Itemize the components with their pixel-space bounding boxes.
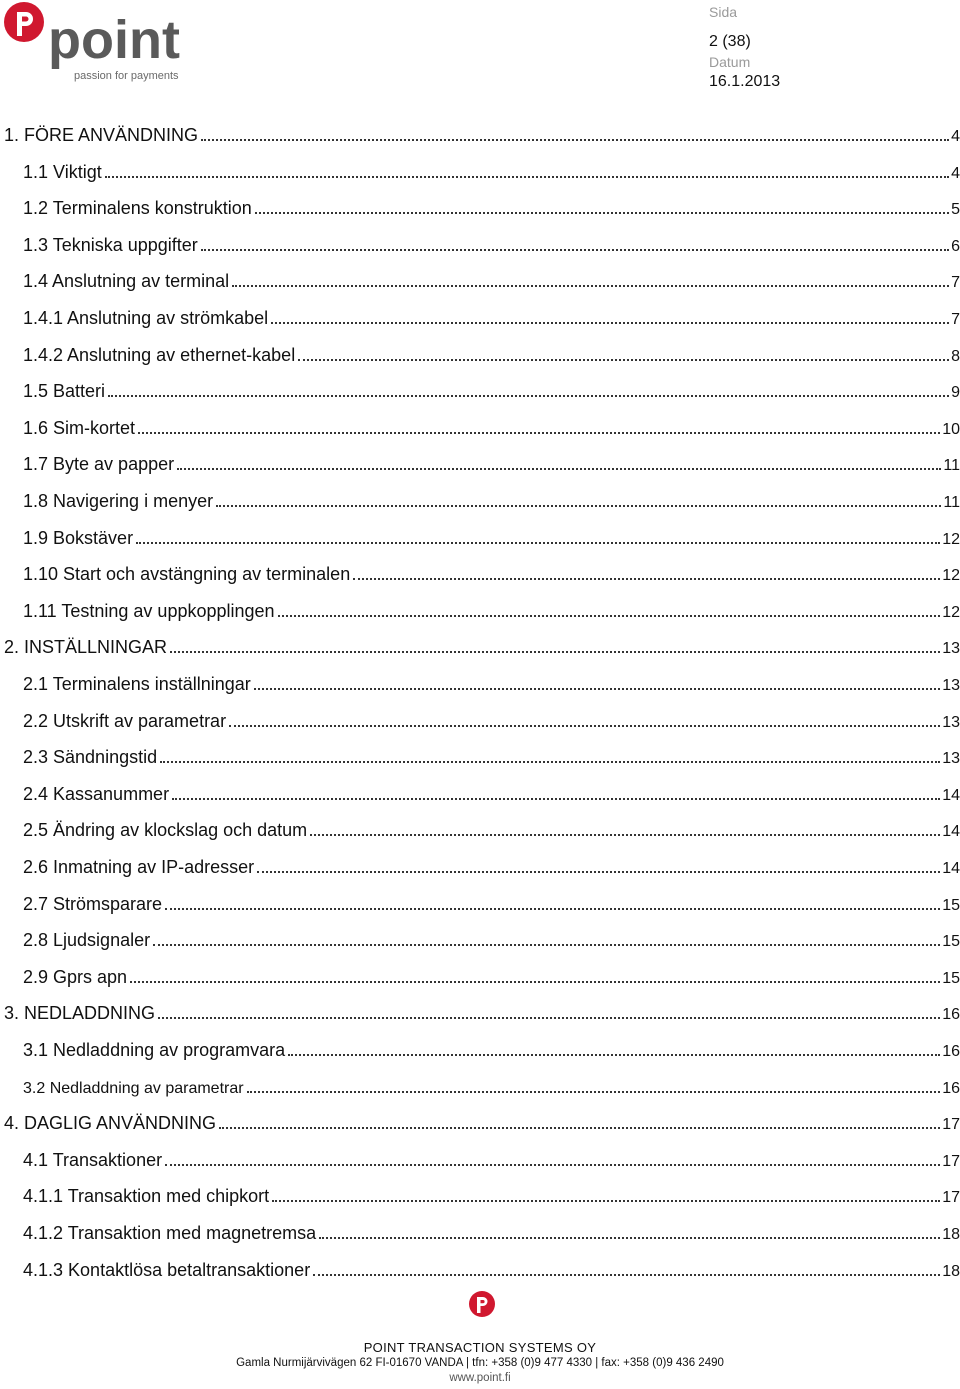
toc-leader-dots xyxy=(278,615,941,617)
toc-entry[interactable] xyxy=(0,122,960,146)
toc-entry[interactable] xyxy=(0,1257,960,1281)
toc-entry-page: 12 xyxy=(942,567,960,584)
toc-entry-title: 3.2 Nedladdning av parametrar xyxy=(23,1080,244,1097)
toc-entry[interactable] xyxy=(0,1147,960,1171)
toc-entry[interactable] xyxy=(0,744,960,768)
toc-entry-page: 11 xyxy=(943,457,960,474)
toc-entry[interactable] xyxy=(0,159,960,183)
page-value: 2 (38) xyxy=(709,33,751,50)
toc-entry-title: 2.8 Ljudsignaler xyxy=(23,930,151,950)
toc-entry[interactable] xyxy=(0,817,960,841)
toc-entry[interactable] xyxy=(0,964,960,988)
toc-entry-page: 15 xyxy=(942,897,960,914)
toc-entry-title: 3. NEDLADDNING xyxy=(4,1003,156,1023)
toc-entry-title: 4.1.3 Kontaktlösa betaltransaktioner xyxy=(23,1260,311,1280)
toc-entry-page: 18 xyxy=(942,1226,960,1243)
toc-leader-dots xyxy=(229,725,940,727)
toc-entry[interactable] xyxy=(0,561,960,585)
toc-entry-page: 13 xyxy=(942,714,960,731)
toc-leader-dots xyxy=(254,688,940,690)
toc-leader-dots xyxy=(353,578,940,580)
toc-leader-dots xyxy=(108,395,949,397)
footer-website[interactable]: www.point.fi xyxy=(449,1372,511,1384)
toc-leader-dots xyxy=(172,798,940,800)
toc-entry[interactable] xyxy=(0,781,960,805)
toc-leader-dots xyxy=(288,1054,940,1056)
toc-leader-dots xyxy=(201,139,949,141)
toc-entry[interactable] xyxy=(0,488,960,512)
toc-entry[interactable] xyxy=(0,378,960,402)
toc-leader-dots xyxy=(313,1274,940,1276)
toc-entry[interactable] xyxy=(0,1110,960,1134)
toc-leader-dots xyxy=(130,981,940,983)
toc-leader-dots xyxy=(232,285,949,287)
logo-word: point xyxy=(48,10,180,70)
toc-entry-title: 2.4 Kassanummer xyxy=(23,784,170,804)
toc-entry-page: 9 xyxy=(951,384,960,401)
toc-entry[interactable] xyxy=(0,1000,960,1024)
toc-entry[interactable] xyxy=(0,634,960,658)
toc-entry-title: 2. INSTÄLLNINGAR xyxy=(4,637,168,657)
toc-entry-title: 2.3 Sändningstid xyxy=(23,747,158,767)
toc-entry-page: 7 xyxy=(951,274,960,291)
toc-entry[interactable] xyxy=(0,415,960,439)
toc-entry-title: 4. DAGLIG ANVÄNDNING xyxy=(4,1113,217,1133)
logo-tagline: passion for payments xyxy=(74,70,179,82)
toc-entry-title: 2.9 Gprs apn xyxy=(23,967,128,987)
toc-entry-title: 2.5 Ändring av klockslag och datum xyxy=(23,820,308,840)
toc-entry-page: 12 xyxy=(942,531,960,548)
toc-entry-title: 2.1 Terminalens inställningar xyxy=(23,674,251,694)
toc-entry-title: 4.1.2 Transaktion med magnetremsa xyxy=(23,1223,317,1243)
toc-entry-page: 14 xyxy=(942,787,960,804)
toc-entry-title: 1.4.2 Anslutning av ethernet-kabel xyxy=(23,345,296,365)
toc-entry[interactable] xyxy=(0,305,960,329)
toc-leader-dots xyxy=(160,761,940,763)
toc-leader-dots xyxy=(310,834,940,836)
toc-entry-title: 1.4 Anslutning av terminal xyxy=(23,271,230,291)
toc-entry-page: 12 xyxy=(942,604,960,621)
toc-leader-dots xyxy=(298,359,949,361)
toc-entry[interactable] xyxy=(0,342,960,366)
toc-entry-title: 1.1 Viktigt xyxy=(23,162,102,182)
toc-entry-page: 18 xyxy=(942,1263,960,1280)
toc-entry[interactable] xyxy=(0,708,960,732)
toc-entry[interactable] xyxy=(0,1074,960,1098)
toc-entry-page: 7 xyxy=(951,311,960,328)
toc-leader-dots xyxy=(247,1091,941,1093)
toc-leader-dots xyxy=(153,944,940,946)
toc-entry-title: 1.5 Batteri xyxy=(23,381,106,401)
toc-entry[interactable] xyxy=(0,671,960,695)
toc-entry-title: 1. FÖRE ANVÄNDNING xyxy=(4,125,199,145)
toc-entry-page: 17 xyxy=(942,1153,960,1170)
date-label: Datum xyxy=(709,54,751,70)
toc-entry-title: 2.2 Utskrift av parametrar xyxy=(23,711,227,731)
toc-entry-page: 5 xyxy=(951,201,960,218)
footer-company: POINT TRANSACTION SYSTEMS OY xyxy=(363,1340,597,1355)
toc-entry[interactable] xyxy=(0,525,960,549)
header-meta xyxy=(709,2,780,92)
toc-entry-title: 1.4.1 Anslutning av strömkabel xyxy=(23,308,269,328)
toc-leader-dots xyxy=(170,651,940,653)
toc-leader-dots xyxy=(216,505,941,507)
toc-entry[interactable] xyxy=(0,598,960,622)
toc-leader-dots xyxy=(136,542,940,544)
toc-entry-page: 15 xyxy=(942,970,960,987)
toc-leader-dots xyxy=(201,249,949,251)
toc-entry-page: 16 xyxy=(942,1006,960,1023)
date-value: 16.1.2013 xyxy=(709,73,781,90)
toc-entry-page: 8 xyxy=(951,348,960,365)
footer-address: Gamla Nurmijärvivägen 62 FI-01670 VANDA | tfn: +358 (0)9 477 4330 | fax: +358 (0)9 436 2490 xyxy=(236,1357,724,1369)
toc-leader-dots xyxy=(319,1237,940,1239)
toc-leader-dots xyxy=(271,322,949,324)
toc-entry-page: 15 xyxy=(942,933,960,950)
toc-entry[interactable] xyxy=(0,891,960,915)
toc-leader-dots xyxy=(165,1164,940,1166)
toc-entry-title: 1.3 Tekniska uppgifter xyxy=(23,235,198,255)
toc-entry-title: 1.2 Terminalens konstruktion xyxy=(23,198,252,218)
toc-entry[interactable] xyxy=(0,195,960,219)
toc-entry-title: 1.6 Sim-kortet xyxy=(23,418,136,438)
toc-entry[interactable] xyxy=(0,1183,960,1207)
toc-entry-title: 4.1 Transaktioner xyxy=(23,1150,163,1170)
toc-entry-page: 13 xyxy=(942,640,960,657)
toc-leader-dots xyxy=(165,908,940,910)
toc-leader-dots xyxy=(138,432,940,434)
toc-entry-page: 17 xyxy=(942,1116,960,1133)
toc-entry[interactable] xyxy=(0,451,960,475)
toc-entry-page: 16 xyxy=(942,1080,960,1097)
footer-logo-icon xyxy=(468,1290,496,1322)
toc-entry-page: 17 xyxy=(942,1189,960,1206)
toc-entry-title: 2.7 Strömsparare xyxy=(23,894,163,914)
toc-leader-dots xyxy=(257,871,940,873)
toc-entry-page: 16 xyxy=(942,1043,960,1060)
toc-entry[interactable] xyxy=(0,927,960,951)
toc-entry-page: 4 xyxy=(951,165,960,182)
toc-entry-title: 1.10 Start och avstängning av terminalen xyxy=(23,564,351,584)
toc-entry-title: 2.6 Inmatning av IP-adresser xyxy=(23,857,255,877)
toc-entry-page: 4 xyxy=(951,128,960,145)
toc-entry-page: 10 xyxy=(942,421,960,438)
toc-entry-title: 3.1 Nedladdning av programvara xyxy=(23,1040,286,1060)
toc-entry[interactable] xyxy=(0,268,960,292)
toc-entry-page: 13 xyxy=(942,750,960,767)
toc-entry-title: 1.7 Byte av papper xyxy=(23,454,175,474)
page-label: Sida xyxy=(709,4,738,20)
toc-entry[interactable] xyxy=(0,1037,960,1061)
toc-entry-page: 11 xyxy=(943,494,960,511)
toc-entry-title: 1.11 Testning av uppkopplingen xyxy=(23,601,275,621)
toc-entry-title: 1.9 Bokstäver xyxy=(23,528,134,548)
toc-leader-dots xyxy=(219,1127,940,1129)
toc-entry-page: 14 xyxy=(942,823,960,840)
toc-entry-page: 14 xyxy=(942,860,960,877)
toc-leader-dots xyxy=(158,1017,940,1019)
toc-leader-dots xyxy=(272,1200,940,1202)
point-logo xyxy=(2,0,202,86)
toc-leader-dots xyxy=(105,176,949,178)
toc-entry[interactable] xyxy=(0,854,960,878)
toc-entry-page: 13 xyxy=(942,677,960,694)
toc-leader-dots xyxy=(177,468,941,470)
toc-entry[interactable] xyxy=(0,1220,960,1244)
toc-leader-dots xyxy=(255,212,949,214)
toc-entry-title: 1.8 Navigering i menyer xyxy=(23,491,214,511)
toc-entry[interactable] xyxy=(0,232,960,256)
toc-entry-title: 4.1.1 Transaktion med chipkort xyxy=(23,1186,270,1206)
toc-entry-page: 6 xyxy=(951,238,960,255)
